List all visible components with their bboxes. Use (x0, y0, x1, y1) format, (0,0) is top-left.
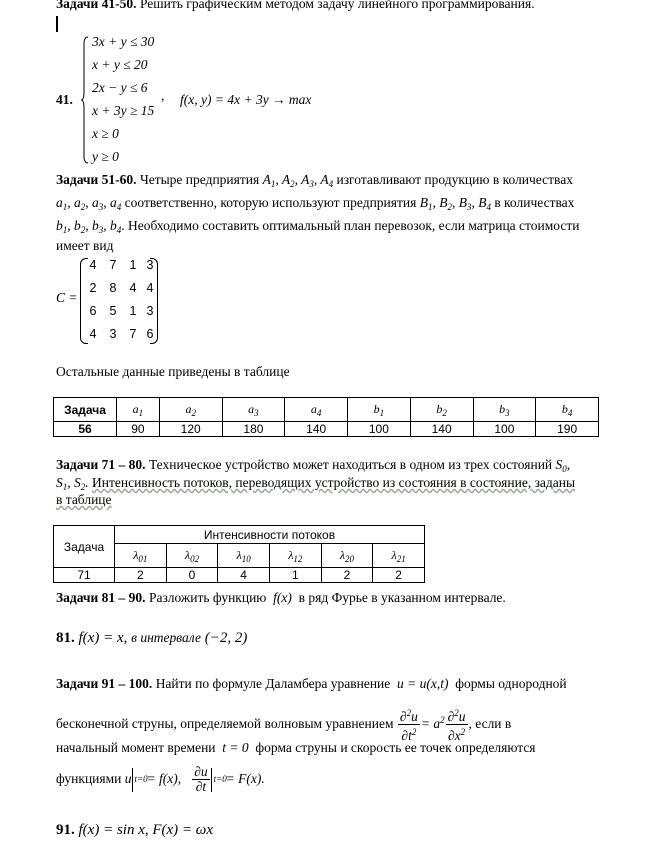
task91-line3-text-b: форма струны и скорость ее точек определяются (255, 740, 536, 755)
quantities-a: $a_1$, $a_2$, $a_3$, $a_4$ (56, 195, 122, 212)
table-header-l21: $\lambda_{21}$ (373, 544, 425, 568)
task91-line1-text-b: формы однородной (455, 676, 567, 691)
task51-header-bold: Задачи 51-60. (56, 172, 137, 187)
task81-interval-word: в интервале (131, 630, 202, 645)
wave-eq-lhs: $\frac{\partial^2u}{\partial t^2}$ (399, 708, 418, 744)
table-cell: 100 (348, 422, 411, 437)
constraint-2: x + y ≤ 20 (92, 57, 148, 72)
matrix-cell: 1 (129, 258, 137, 272)
constraint-6: y ≥ 0 (92, 149, 119, 164)
intensity-table (53, 525, 425, 583)
task91-functions: f(x) = sin x, F(x) = ωx (78, 822, 214, 838)
table-cell: 140 (285, 422, 348, 437)
table-header-task: Задача (54, 526, 115, 568)
task51-line4: имеет вид (56, 238, 114, 253)
task51-line3 (56, 216, 579, 240)
task41-objective: f(x, y) = 4x + 3y → max (180, 92, 312, 107)
table-header-l10: $\lambda_{10}$ (218, 544, 270, 568)
task91-line2-text-b: , если в (468, 716, 512, 731)
table-cell: 90 (117, 422, 160, 437)
enterprises-b: $B_1$, $B_2$, $B_3$, $B_4$ (419, 195, 491, 212)
matrix-cell: 2 (89, 281, 97, 295)
table-cell: 190 (536, 422, 599, 437)
task81-header-text-b: в ряд Фурье в указанном интервале. (298, 590, 506, 605)
quantities-b: $b_1$, $b_2$, $b_3$, $b_4$ (56, 218, 122, 235)
table-cell: 120 (159, 422, 222, 437)
matrix-cell: 6 (89, 304, 97, 318)
constraint-4: x + 3y ≥ 15 (92, 103, 155, 118)
matrix-cell: 4 (146, 281, 154, 295)
task91-line2: бесконечной струны, определяемой волновым уравнением $\frac{\partial^2u}{\partial t^2}$ = $a^2$ $\frac{\partial^2u}{\partial x^2}$ , если в (56, 708, 512, 744)
matrix-cell: 8 (109, 281, 117, 295)
task41-header-text: Решить графическим методом задачу линейного программирования. (139, 0, 535, 11)
task81-item (56, 628, 247, 648)
matrix-cell: 4 (89, 327, 97, 341)
matrix-cell: 4 (129, 281, 137, 295)
matrix-cell: 3 (146, 258, 154, 272)
u-of-xt: u = u(x,t) (393, 676, 452, 691)
table-header-l12: $\lambda_{12}$ (269, 544, 321, 568)
task91-header-bold: Задачи 91 – 100. (56, 676, 153, 691)
task81-header-bold: Задачи 81 – 90. (56, 590, 146, 605)
task91-line3 (56, 738, 536, 758)
system-brace-icon (81, 36, 89, 164)
task91-line3-text-a: начальный момент времени (56, 740, 216, 755)
task51-line2 (56, 193, 574, 217)
task71-line2-text: Интенсивность потоков, переводящих устройство из состояния в состояние, заданы (92, 475, 576, 490)
table-cell: 4 (218, 568, 270, 583)
matrix-cell: 3 (146, 304, 154, 318)
task51-line1-text-b: изготавливают продукцию в количествах (336, 172, 573, 187)
task91-line2-text-a: бесконечной струны, определяемой волновым уравнением (56, 716, 394, 731)
task71-line2 (56, 473, 575, 497)
task41-header-bold: Задачи 41-50. (56, 0, 137, 11)
table-header-a3: $a_3$ (222, 398, 285, 422)
table-cell: 180 (222, 422, 285, 437)
table-cell: 2 (373, 568, 425, 583)
table-header-b4: $b_4$ (536, 398, 599, 422)
supply-demand-table (53, 397, 599, 437)
task51-line1-text-a: Четыре предприятия (139, 172, 260, 187)
table-header-a2: $a_2$ (159, 398, 222, 422)
table-cell: 1 (269, 568, 321, 583)
task51-line3-text: . Необходимо составить оптимальный план перевозок, если матрица стоимости (121, 218, 580, 233)
table-cell: 2 (321, 568, 373, 583)
table-header-l02: $\lambda_{02}$ (166, 544, 218, 568)
text-cursor (56, 16, 58, 32)
matrix-cell: 4 (89, 258, 97, 272)
matrix-cell: 3 (109, 327, 117, 341)
matrix-cell: 1 (129, 304, 137, 318)
task91-number: 91. (56, 822, 75, 838)
task41-number: 41. (56, 92, 73, 107)
system-comma: , (161, 88, 165, 103)
task41-header (56, 0, 535, 14)
table-header-a1: $a_1$ (117, 398, 160, 422)
matrix-cell: 5 (109, 304, 117, 318)
table-header-task: Задача (54, 398, 117, 422)
table-cell: 56 (54, 422, 117, 437)
enterprises-a: $A_1$, $A_2$, $A_3$, $A_4$ (262, 172, 334, 189)
task51-line2-text-a: соответственно, которую используют предприятия (124, 195, 417, 210)
task91-item (56, 820, 213, 840)
constraint-3: 2x − y ≤ 6 (92, 80, 148, 95)
t-equals-zero: t = 0 (218, 740, 253, 755)
matrix-cell: 7 (109, 258, 117, 272)
task51-table-intro: Остальные данные приведены в таблице (56, 364, 290, 379)
table-cell: 2 (115, 568, 167, 583)
task71-header-bold: Задачи 71 – 80. (56, 457, 146, 472)
table-cell: 100 (473, 422, 536, 437)
state-s0: $S_0$, (555, 457, 571, 474)
task51-line1 (56, 170, 573, 194)
table-header-b3: $b_3$ (473, 398, 536, 422)
task91-line1 (56, 674, 567, 694)
task81-function: f(x) = x, (78, 630, 128, 646)
task81-interval: (−2, 2) (204, 630, 248, 646)
table-cell: 0 (166, 568, 218, 583)
task91-line4-text: функциями (56, 771, 122, 786)
function-f-of-x: f(x) (269, 590, 296, 605)
table-header-l20: $\lambda_{20}$ (321, 544, 373, 568)
initial-conditions: u t=0 = f(x), $\frac{\partial u}{\partial t}$ t=0 = F(x). (124, 764, 265, 795)
states-s1-s2: $S_1$, $S_2$. (56, 475, 89, 492)
task51-line2-text-b: в количествах (494, 195, 575, 210)
constraint-1: 3x + y ≤ 30 (92, 34, 155, 49)
table-cell: 140 (410, 422, 473, 437)
task91-line1-text-a: Найти по формуле Даламбера уравнение (155, 676, 391, 691)
table-header-b1: $b_1$ (348, 398, 411, 422)
task71-line3: в таблице (56, 492, 112, 507)
wave-eq-rhs: $\frac{\partial^2u}{\partial x^2}$ (447, 708, 466, 744)
task71-line1-text: Техническое устройство может находиться в одном из трех состояний (148, 457, 553, 472)
task81-number: 81. (56, 630, 75, 646)
task91-line4 (56, 762, 265, 796)
task81-header (56, 588, 506, 608)
table-header-group: Интенсивности потоков (115, 526, 425, 544)
matrix-cell: 7 (129, 327, 137, 341)
constraint-5: x ≥ 0 (92, 126, 119, 141)
matrix-label: C = (56, 290, 78, 305)
matrix-cell: 6 (146, 327, 154, 341)
table-header-l01: $\lambda_{01}$ (115, 544, 167, 568)
task81-header-text-a: Разложить функцию (148, 590, 267, 605)
table-header-b2: $b_2$ (410, 398, 473, 422)
table-header-a4: $a_4$ (285, 398, 348, 422)
table-cell: 71 (54, 568, 115, 583)
